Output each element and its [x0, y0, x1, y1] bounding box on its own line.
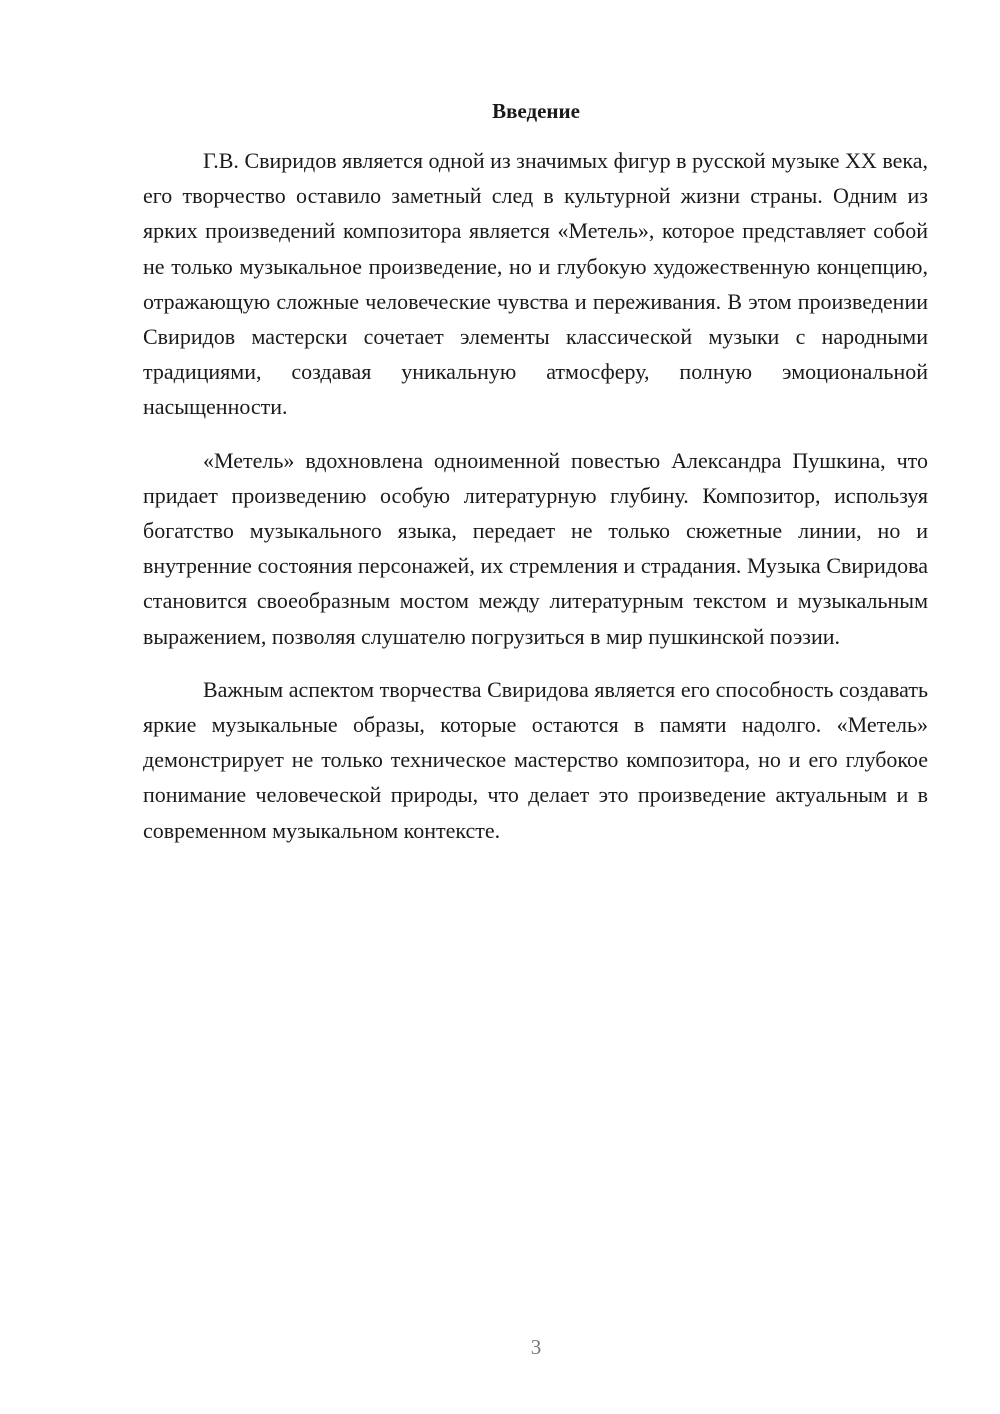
page-number: 3 [530, 1335, 542, 1359]
paragraph-3: Важным аспектом творчества Свиридова является его способность создавать яркие музыкальные образы, которые остаются в памяти надолго. «Метель» демонстрирует не только техническое мастерство композитора, но и его глубокое понимание человеческой природы, что делает это произведение актуальным и в современном музыкальном контексте. [143, 676, 928, 843]
paragraph-1: Г.В. Свиридов является одной из значимых фигур в русской музыке XX века, его творчество оставило заметный след в культурной жизни страны. Одним из ярких произведений композитора является «Метель», которое представляет собой не только музыкальное произведение, но и глубокую художественную концепцию, отражающую сложные человеческие чувства и переживания. В этом произведении Свиридов мастерски сочетает элементы классической музыки с народными традициями, создавая уникальную атмосферу, полную эмоциональной насыщенности. [143, 148, 928, 420]
section-title: Введение [492, 99, 580, 123]
paragraph-2: «Метель» вдохновлена одноименной повестью Александра Пушкина, что придает произведению особую литературную глубину. Композитор, используя богатство музыкального языка, передает не только сюжетные линии, но и внутренние состояния персонажей, их стремления и страдания. Музыка Свиридова становится своеобразным мостом между литературным текстом и музыкальным выражением, позволяя слушателю погрузиться в мир пушкинской поэзии. [143, 447, 928, 649]
body-text [143, 143, 928, 866]
